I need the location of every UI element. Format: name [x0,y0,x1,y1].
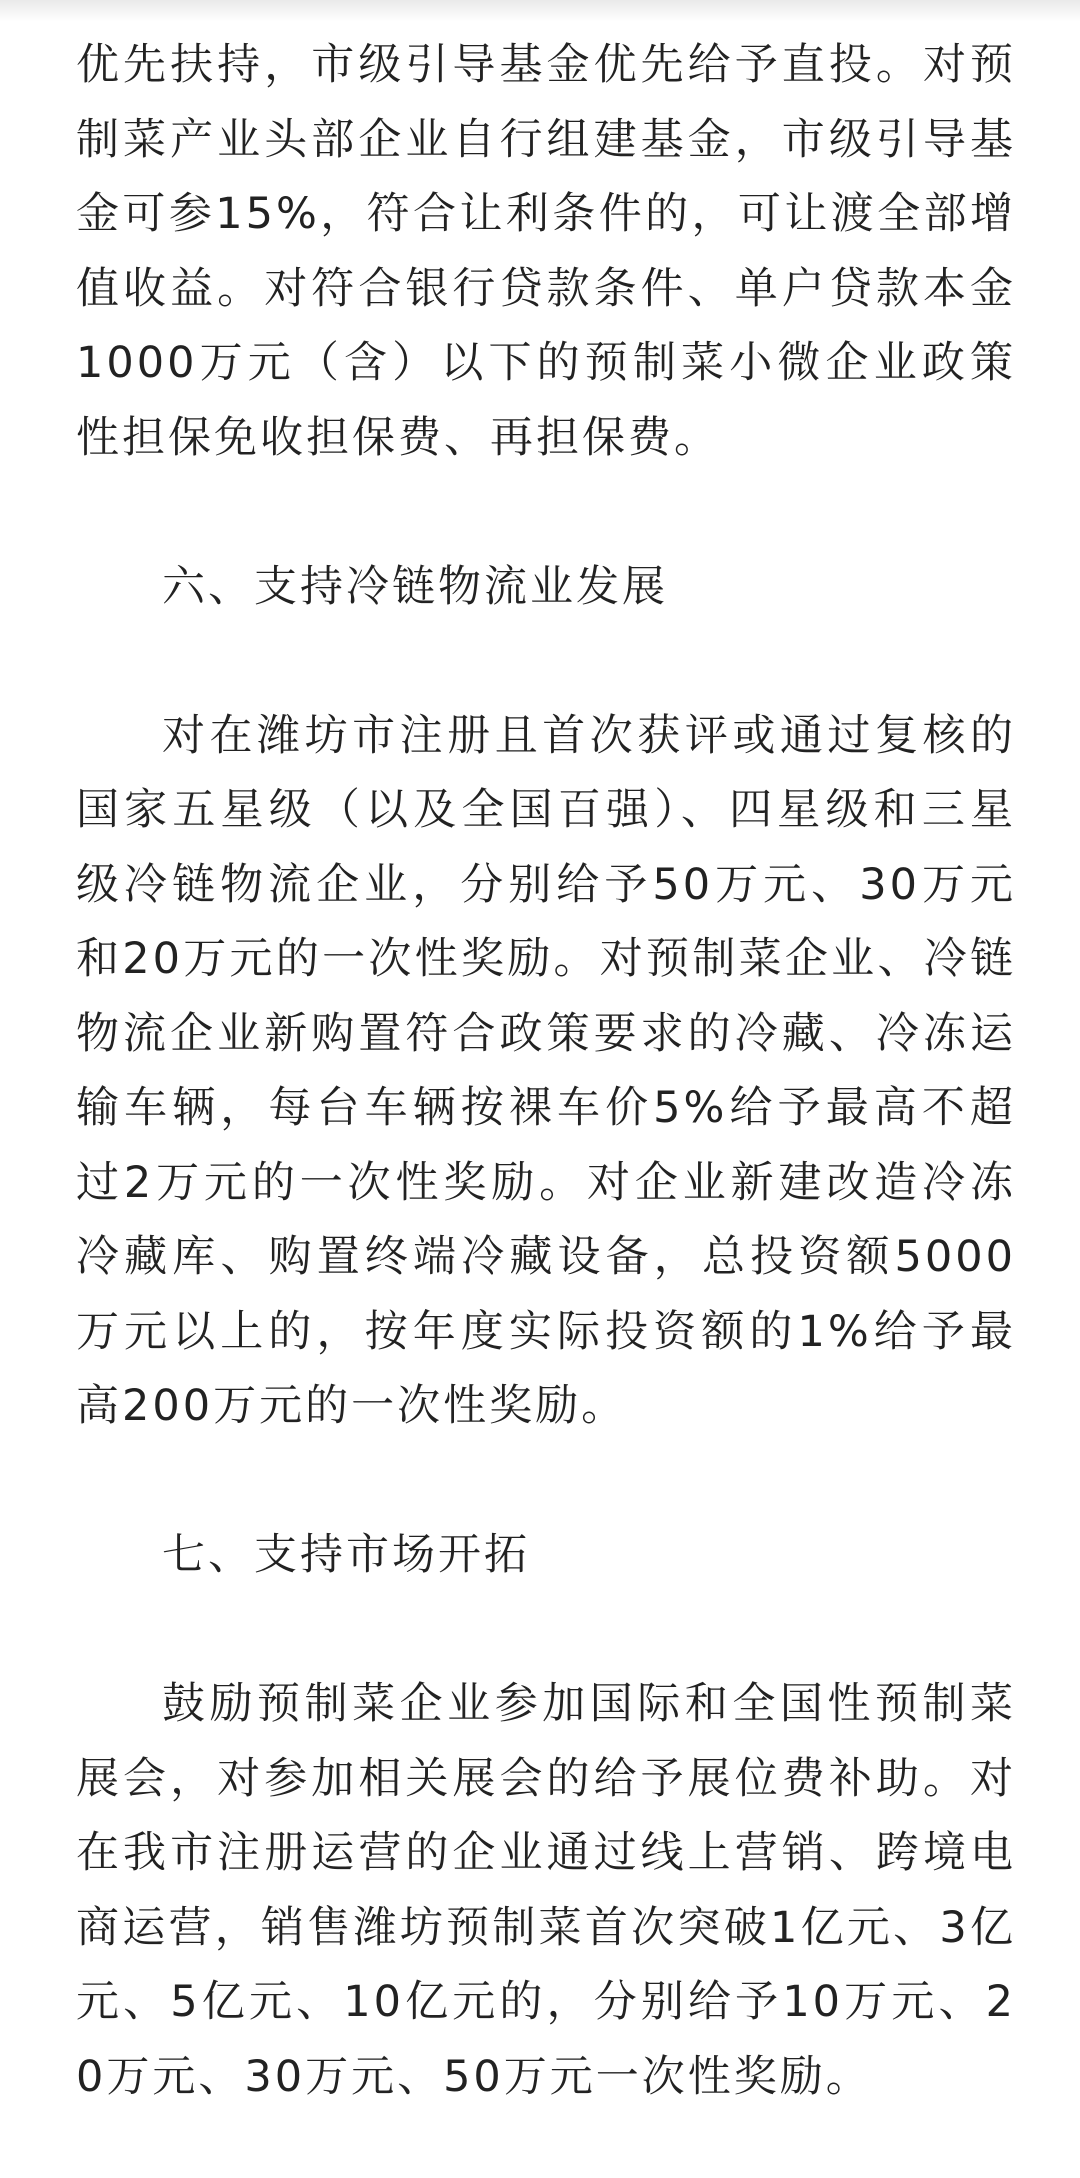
section-heading-cold-chain: 六、支持冷链物流业发展 [162,561,668,612]
article-body [76,28,1016,2114]
paragraph-fund-support: 优先扶持，市级引导基金优先给予直投。对预制菜产业头部企业自行组建基金，市级引导基金可参15%，符合让利条件的，可让渡全部增值收益。对符合银行贷款条件、单户贷款本金1000万元（含）以下的预制菜小微企业政策性担保免收担保费、再担保费。 [76,40,1016,463]
paragraph-market: 鼓励预制菜企业参加国际和全国性预制菜展会，对参加相关展会的给予展位费补助。对在我市注册运营的企业通过线上营销、跨境电商运营，销售潍坊预制菜首次突破1亿元、3亿元、5亿元、10亿元的，分别给予10万元、20万元、30万元、50万元一次性奖励。 [76,1679,1016,2102]
paragraph-gap [76,624,1016,699]
section-heading-market: 七、支持市场开拓 [162,1530,530,1580]
paragraph-gap [76,1593,1016,1668]
paragraph-cold-chain: 对在潍坊市注册且首次获评或通过复核的国家五星级（以及全国百强）、四星级和三星级冷链物流企业，分别给予50万元、30万元和20万元的一次性奖励。对预制菜企业、冷链物流企业新购置符合政策要求的冷藏、冷冻运输车辆，每台车辆按裸车价5%给予最高不超过2万元的一次性奖励。对企业新建改造冷冻冷藏库、购置终端冷藏设备，总投资额5000万元以上的，按年度实际投资额的1%给予最高200万元的一次性奖励。 [76,710,1016,1431]
top-shadow [0,0,1080,22]
paragraph-gap [76,1444,1016,1519]
paragraph-gap [76,475,1016,550]
